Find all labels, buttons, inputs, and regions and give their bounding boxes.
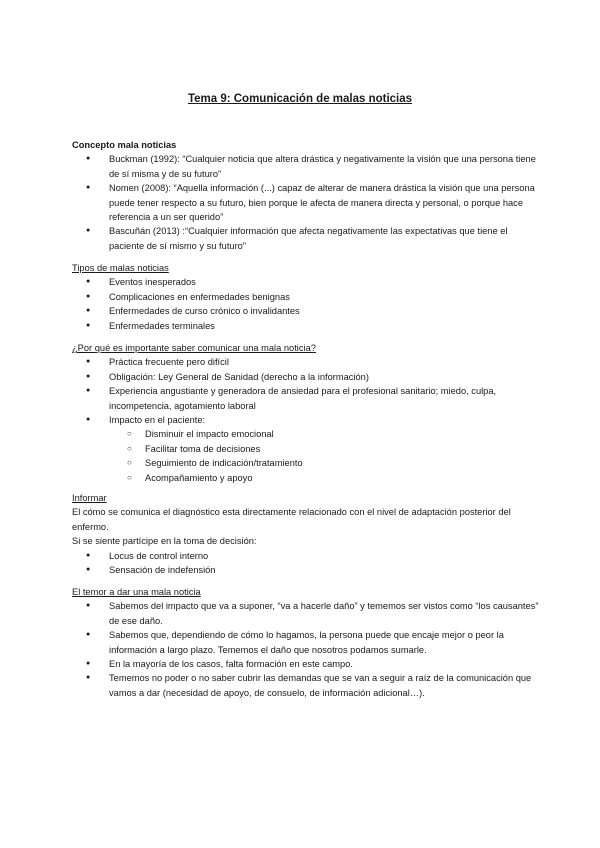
section-heading-tipos: Tipos de malas noticias	[72, 263, 169, 273]
sub-list-item: ○ Facilitar toma de decisiones	[72, 442, 542, 456]
list-item: ● Enfermedades terminales	[72, 319, 542, 333]
sub-list-item: ○ Seguimiento de indicación/tratamiento	[72, 456, 542, 470]
list-item: ● Sabemos del impacto que va a suponer, “va a hacerle daño” y tememos ser vistos como “los causantes” de ese daño.	[72, 599, 542, 628]
list-item: ● Experiencia angustiante y generadora de ansiedad para el profesional sanitario; miedo, culpa, incompetencia, agotamiento laboral	[72, 384, 542, 413]
list-item: ● Sensación de indefensión	[72, 563, 542, 577]
list-item: ● Sabemos que, dependiendo de cómo lo hagamos, la persona puede que encaje mejor o peor la información a largo plazo. Tememos el daño que nosotros podamos sumarle.	[72, 628, 542, 657]
page-title: Tema 9: Comunicación de malas noticias	[187, 93, 413, 105]
section-heading-concepto: Concepto mala noticias	[72, 140, 177, 150]
list-item: ● Bascuñán (2013) :“Cualquier información que afecta negativamente las expectativas que tiene el paciente de sí mismo y su futuro”	[72, 224, 542, 253]
concepto-list	[72, 152, 542, 253]
section-importancia	[72, 341, 542, 485]
list-item: ● Complicaciones en enfermedades benignas	[72, 290, 542, 304]
informar-list	[72, 549, 542, 578]
tipos-list	[72, 275, 542, 333]
sub-list-item: ○ Acompañamiento y apoyo	[72, 471, 542, 485]
paragraph: Si se siente partícipe en la toma de decisión:	[72, 536, 257, 547]
list-item: ● Práctica frecuente pero difícil	[72, 355, 542, 369]
section-concepto	[72, 138, 542, 253]
list-item: ● Eventos inesperados	[72, 275, 542, 289]
section-temor	[72, 585, 542, 700]
sub-list-item: ○ Disminuir el impacto emocional	[72, 427, 542, 441]
importancia-list	[72, 355, 542, 485]
section-heading-temor: El temor a dar una mala noticia	[72, 587, 201, 597]
section-informar	[72, 491, 542, 577]
list-item: ● Tememos no poder o no saber cubrir las demandas que se van a seguir a raíz de la comunicación que vamos a dar (necesidad de apoyo, de consuelo, de información adicional…).	[72, 671, 542, 700]
paragraph: El cómo se comunica el diagnóstico esta directamente relacionado con el nivel de adaptación posterior del enfermo.	[72, 507, 511, 532]
list-item: ● Buckman (1992): “Cualquier noticia que altera drástica y negativamente la visión que una persona tiene de sí misma y de su futuro”	[72, 152, 542, 181]
section-heading-importancia: ¿Por qué es importante saber comunicar una mala noticia?	[72, 343, 316, 353]
list-item: ● Impacto en el paciente:	[72, 413, 542, 427]
temor-list	[72, 599, 542, 700]
section-tipos	[72, 261, 542, 333]
list-item: ● Enfermedades de curso crónico o invalidantes	[72, 304, 542, 318]
list-item: ● Obligación: Ley General de Sanidad (derecho a la información)	[72, 370, 542, 384]
list-item: ● Nomen (2008): “Aquella información (...) capaz de alterar de manera drástica la visión que una persona puede tener respecto a su futuro, bien porque le afecta de manera directa y personal, o porque hace referencia a un ser querido”	[72, 181, 542, 224]
list-item: ● En la mayoría de los casos, falta formación en este campo.	[72, 657, 542, 671]
section-heading-informar: Informar	[72, 493, 107, 503]
list-item: ● Locus de control interno	[72, 549, 542, 563]
